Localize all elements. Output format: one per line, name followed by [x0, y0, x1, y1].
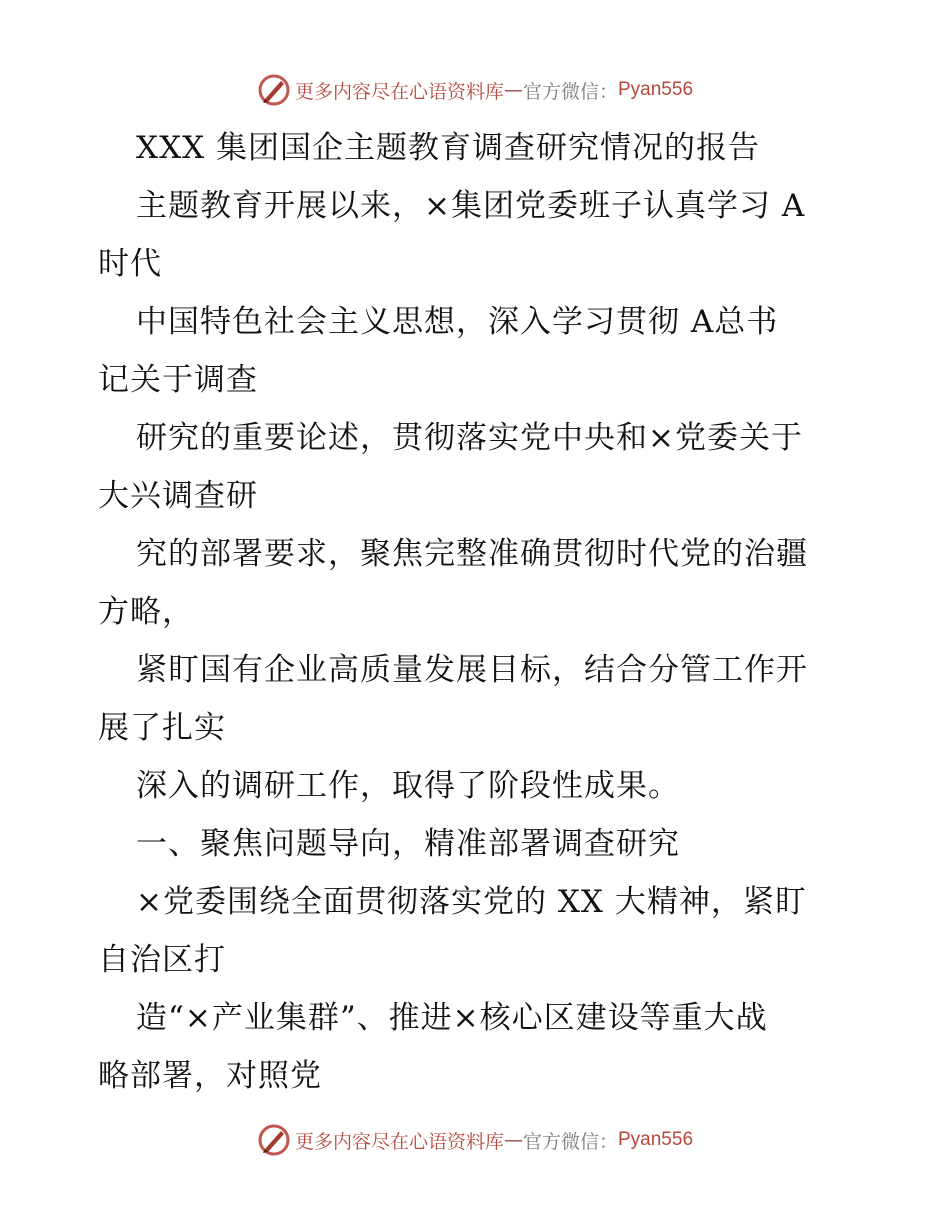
wechat-id: Pyan556 [618, 79, 694, 100]
doc-line: 究的部署要求，聚焦完整准确贯彻时代党的治疆 [136, 536, 808, 572]
wechat-id: Pyan556 [618, 1129, 694, 1150]
doc-line: 大兴调查研 [98, 478, 258, 514]
section-heading: 一、聚焦问题导向，精准部署调查研究 [136, 826, 680, 862]
doc-line: 研究的重要论述，贯彻落实党中央和×党委关于 [136, 420, 803, 456]
doc-line: 略部署，对照党 [98, 1058, 322, 1094]
doc-line: 造“×产业集群”、推进×核心区建设等重大战 [136, 1000, 768, 1036]
doc-line: 自治区打 [98, 942, 226, 978]
banner-dash: — [503, 79, 523, 101]
doc-line: 记关于调查 [98, 362, 258, 398]
brand-text: 更多内容尽在心语资料库 [294, 80, 504, 103]
doc-title: XXX 集团国企主题教育调查研究情况的报告 [136, 130, 761, 166]
banner-dash: — [503, 1129, 523, 1151]
doc-line: 中国特色社会主义思想，深入学习贯彻 A总书 [136, 304, 779, 340]
header-watermark-banner [0, 70, 950, 110]
footer-watermark-banner [0, 1120, 950, 1160]
brand-text: 更多内容尽在心语资料库 [294, 1130, 504, 1153]
doc-line: 主题教育开展以来，×集团党委班子认真学习 A [136, 188, 806, 224]
doc-line: 方略， [98, 594, 194, 630]
official-wechat-label: 官方微信： [522, 1130, 618, 1153]
doc-line: 时代 [98, 246, 162, 282]
doc-line: 深入的调研工作，取得了阶段性成果。 [136, 768, 680, 804]
pen-logo-icon [257, 73, 291, 107]
doc-line: 紧盯国有企业高质量发展目标，结合分管工作开 [136, 652, 808, 688]
doc-line: 展了扎实 [98, 710, 226, 746]
doc-line: ×党委围绕全面贯彻落实党的 XX 大精神，紧盯 [136, 884, 807, 920]
official-wechat-label: 官方微信： [522, 80, 618, 103]
pen-logo-icon [257, 1123, 291, 1157]
